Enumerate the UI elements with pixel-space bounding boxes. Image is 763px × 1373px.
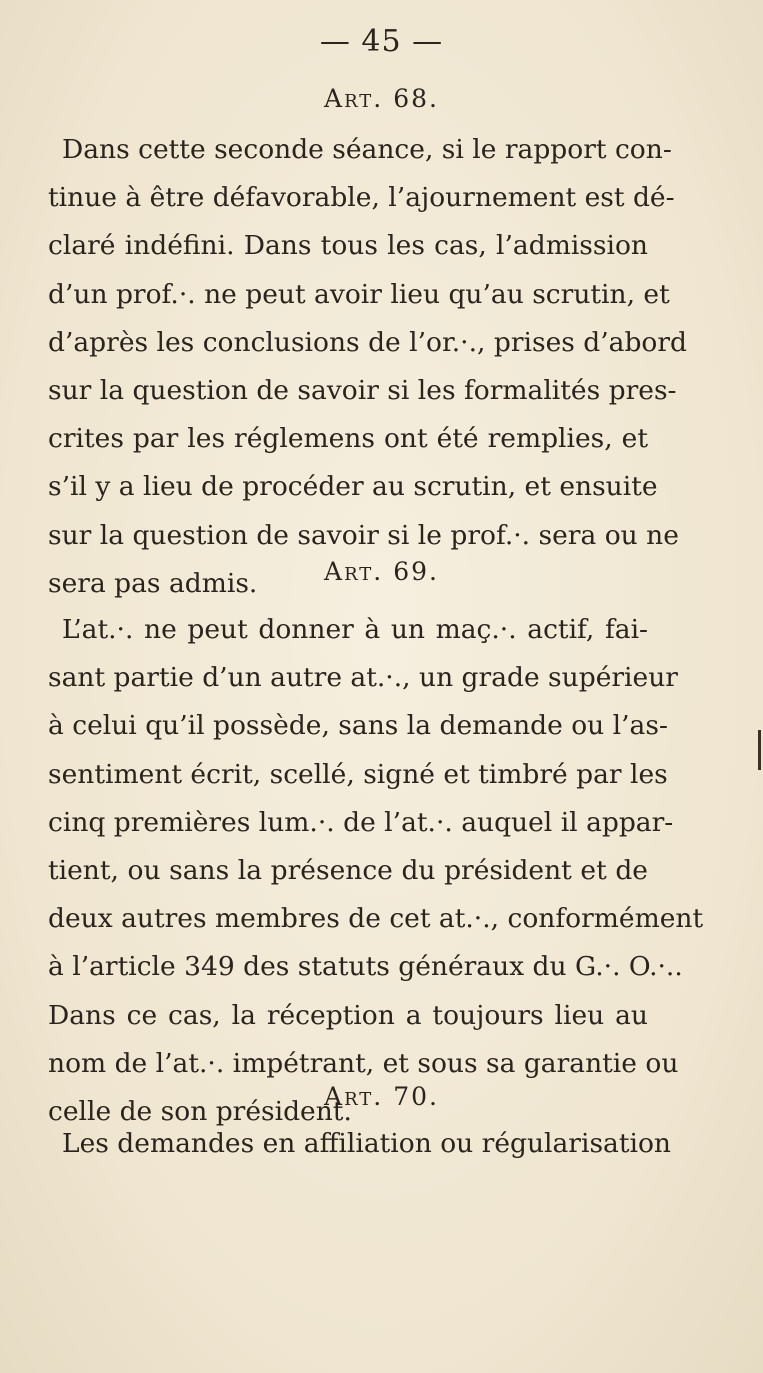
text-line: crites par les réglemens ont été remplies, et [48, 423, 648, 455]
text-line: à celui qu’il possède, sans la demande ou l’as- [48, 710, 668, 742]
article-68-text [48, 126, 688, 608]
text-line: d’un prof.·. ne peut avoir lieu qu’au scrutin, et [48, 278, 670, 310]
text-line: celle de son président. [48, 1096, 352, 1128]
text-line: claré indéfini. Dans tous les cas, l’admission [48, 230, 648, 262]
text-line: Les demandes en affiliation ou régularisation [62, 1128, 671, 1159]
text-line: Dans ce cas, la réception a toujours lieu au [48, 999, 648, 1031]
page-number: — 45 — [319, 24, 444, 59]
text-line: nom de l’at.·. impétrant, et sous sa garantie ou [48, 1047, 679, 1079]
text-line: à l’article 349 des statuts généraux du G.·. O.·.. [48, 951, 683, 983]
article-70-heading: Art. 70. [324, 1082, 439, 1111]
text-line: sentiment écrit, scellé, signé et timbré par les [48, 758, 668, 790]
text-line: sant partie d’un autre at.·., un grade supérieur [48, 662, 678, 694]
article-68-heading: Art. 68. [324, 84, 439, 113]
text-line: tinue à être défavorable, l’ajournement est dé- [48, 182, 675, 214]
text-line: Dans cette seconde séance, si le rapport con- [62, 134, 672, 165]
text-line: deux autres membres de cet at.·., conformément [48, 903, 704, 935]
text-line: sur la question de savoir si le prof.·. sera ou ne [48, 519, 679, 551]
text-line: sur la question de savoir si les formalités pres- [48, 375, 677, 407]
text-line: tient, ou sans la présence du président et de [48, 855, 648, 887]
text-line: sera pas admis. [48, 567, 258, 599]
text-line: L’at.·. ne peut donner à un maç.·. actif, fai- [62, 614, 648, 645]
page-edge-mark [758, 730, 761, 770]
text-line: cinq premières lum.·. de l’at.·. auquel il appar- [48, 806, 674, 838]
text-line: s’il y a lieu de procéder au scrutin, et ensuite [48, 471, 658, 503]
text-line: d’après les conclusions de l’or.·., prises d’abord [48, 326, 688, 358]
article-69-text [48, 606, 704, 1136]
article-69-heading: Art. 69. [324, 557, 439, 586]
article-70-text [48, 1120, 671, 1168]
